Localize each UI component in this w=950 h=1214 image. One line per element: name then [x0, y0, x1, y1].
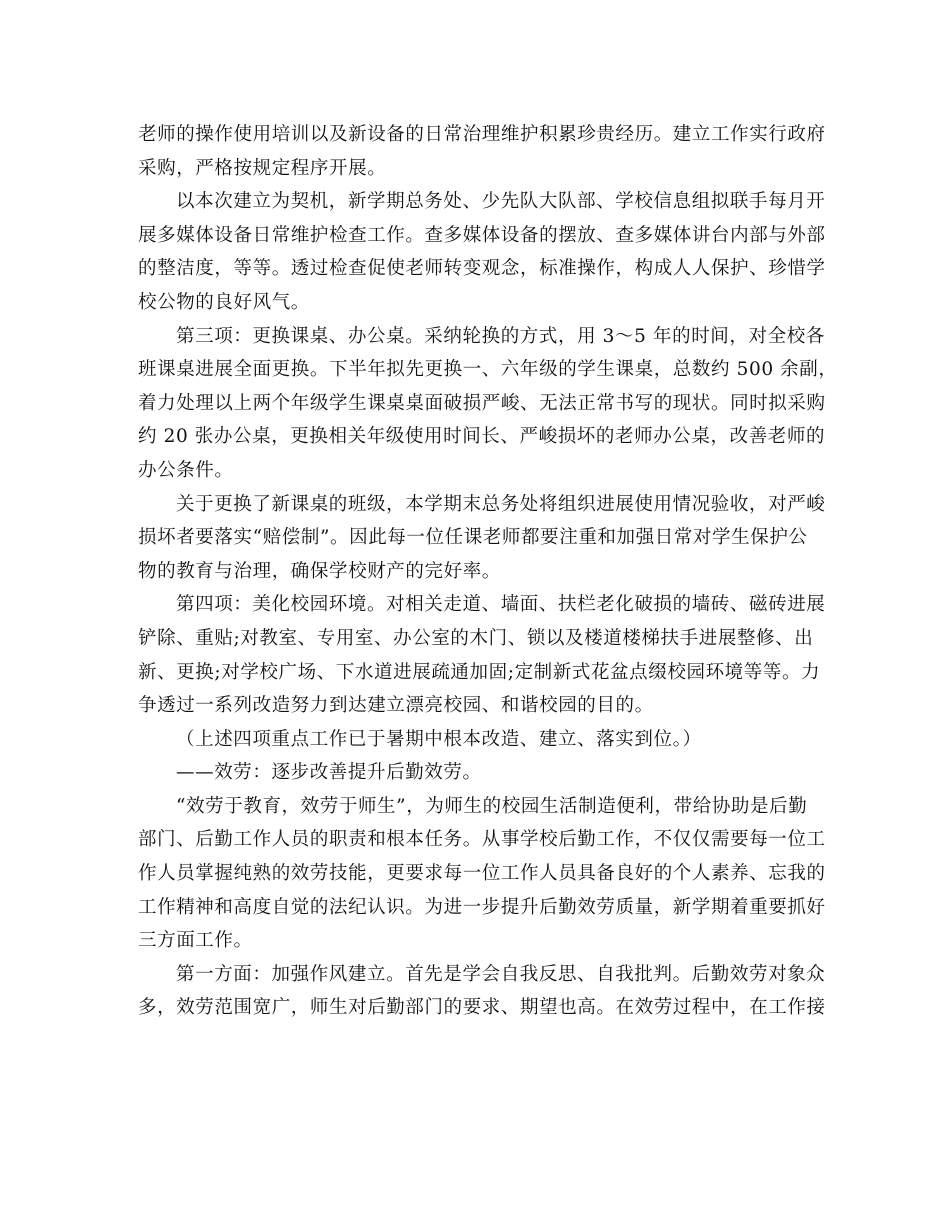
text-line: （上述四项重点工作已于暑期中根本改造、建立、落实到位。） — [176, 728, 702, 750]
text-line: 物的教育与治理，确保学校财产的完好率。 — [138, 560, 501, 582]
text-line: 第四项：美化校园环境。对相关走道、墙面、扶栏老化破损的墙砖、磁砖进展 — [176, 594, 826, 616]
text-line: 第三项：更换课桌、办公桌。采纳轮换的方式，用 3～5 年的时间，对全校各 — [176, 325, 825, 347]
text-line: 老师的操作使用培训以及新设备的日常治理维护积累珍贵经历。建立工作实行政府 — [138, 124, 826, 145]
document-body — [138, 118, 838, 1025]
text-line: 争透过一系列改造努力到达建立漂亮校园、和谐校园的目的。 — [138, 695, 654, 717]
text-line: 关于更换了新课桌的班级，本学期末总务处将组织进展使用情况验收，对严峻 — [176, 493, 826, 515]
text-line: 展多媒体设备日常维护检查工作。查多媒体设备的摆放、查多媒体讲台内部与外部 — [138, 224, 826, 246]
text-line: 多，效劳范围宽广，师生对后勤部门的要求、期望也高。在效劳过程中，在工作接 — [138, 997, 826, 1019]
text-line: 以本次建立为契机，新学期总务处、少先队大队部、学校信息组拟联手每月开 — [176, 191, 826, 213]
text-line: 第一方面：加强作风建立。首先是学会自我反思、自我批判。后勤效劳对象众 — [176, 963, 826, 985]
text-line: 的整洁度，等等。透过检查促使老师转变观念，标准操作，构成人人保护、珍惜学 — [138, 258, 826, 280]
text-line: 着力处理以上两个年级学生课桌桌面破损严峻、无法正常书写的现状。同时拟采购 — [138, 392, 826, 414]
text-line: 铲除、重贴;对教室、专用室、办公室的木门、锁以及楼道楼梯扶手进展整修、出 — [138, 627, 814, 649]
text-line: 办公条件。 — [138, 459, 234, 481]
text-line: 损坏者要落实“赔偿制”。因此每一位任课老师都要注重和加强日常对学生保护公 — [138, 527, 808, 549]
text-line: 校公物的良好风气。 — [138, 291, 310, 313]
text-line: ——效劳：逐步改善提升后勤效劳。 — [176, 762, 482, 784]
text-line: 新、更换;对学校广场、下水道进展疏通加固;定制新式花盆点缀校园环境等等。力 — [138, 661, 821, 683]
text-line: 采购，严格按规定程序开展。 — [138, 157, 387, 179]
text-line: 工作精神和高度自觉的法纪认识。为进一步提升后勤效劳质量，新学期着重要抓好 — [138, 896, 826, 918]
text-line: 部门、后勤工作人员的职责和根本任务。从事学校后勤工作，不仅仅需要每一位工 — [138, 829, 826, 851]
text-line: 三方面工作。 — [138, 930, 253, 952]
text-line: 作人员掌握纯熟的效劳技能，更要求每一位工作人员具备良好的个人素养、忘我的 — [138, 863, 826, 885]
text-line: 班课桌进展全面更换。下半年拟先更换一、六年级的学生课桌，总数约 500 余副， — [138, 359, 838, 381]
text-line: “效劳于教育，效劳于师生”，为师生的校园生活制造便利，带给协助是后勤 — [176, 795, 808, 817]
text-line: 约 20 张办公桌，更换相关年级使用时间长、严峻损坏的老师办公桌，改善老师的 — [138, 426, 826, 448]
